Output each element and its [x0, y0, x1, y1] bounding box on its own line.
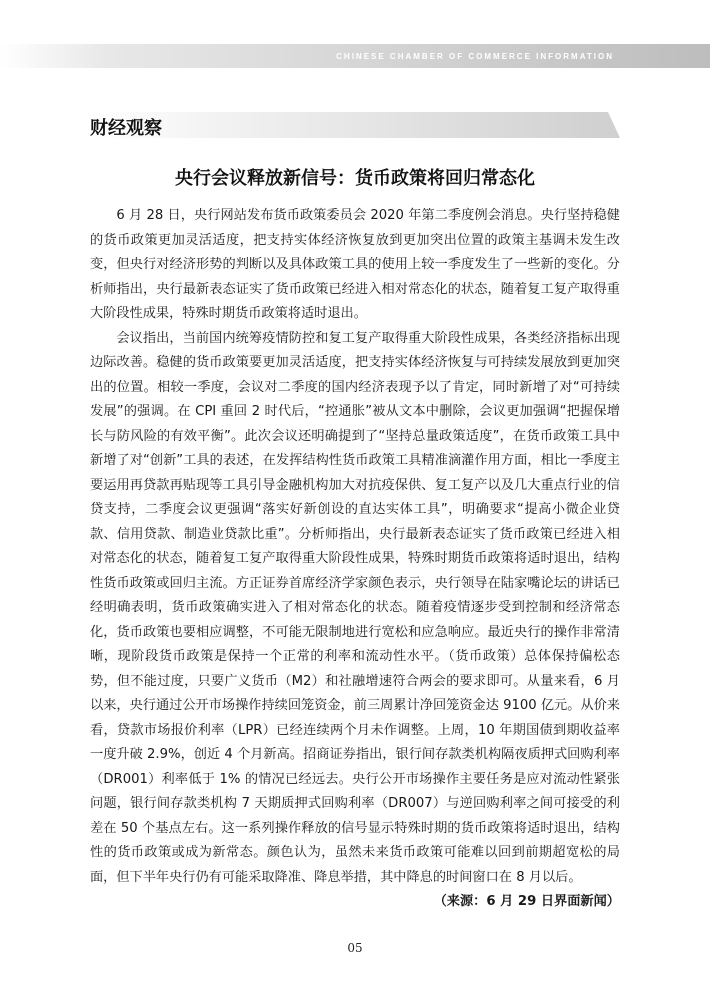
article-source: （来源：6 月 29 日界面新闻）: [433, 894, 620, 909]
section-title: 财经观察: [90, 118, 162, 139]
article-body: [90, 204, 620, 915]
section-bar: [90, 112, 620, 138]
header-tagline: CHINESE CHAMBER OF COMMERCE INFORMATION: [336, 52, 614, 61]
article-paragraph: [90, 327, 620, 909]
article-title: 央行会议释放新信号：货币政策将回归常态化: [175, 168, 535, 189]
page-number: 05: [347, 941, 363, 955]
section-bar-notch: [608, 112, 620, 138]
article-paragraph-text: 会议指出，当前国内统筹疫情防控和复工复产取得重大阶段性成果，各类经济指标出现边际改善。稳健的货币政策要更加灵活适度，把支持实体经济恢复与可持续发展放到更加突出的位置。相较一季度，会议对二季度的国内经济表现予以了肯定，同时新增了对“可持续发展”的强调。在 CPI 重回 2 时代后，“控通胀”被从文本中删除，会议更加强调“把握保增长与防风险的有效平衡”。此次会议还明确提到了“坚持总量政策适度”，在货币政策工具中新增了对“创新”工具的表述，在发挥结构性货币政策工具精准滴灌作用方面，相比一季度主要运用再贷款再贴现等工具引导金融机构加大对抗疫保供、复工复产以及几大重点行业的信贷支持，二季度会议更强调“落实好新创设的直达实体工具”，明确要求“提高小微企业贷款、信用贷款、制造业贷款比重”。分析师指出，央行最新表态证实了货币政策已经进入相对常态化的状态，随着复工复产取得重大阶段性成果，特殊时期货币政策将适时退出，结构性货币政策或回归主流。方正证券首席经济学家颜色表示，央行领导在陆家嘴论坛的讲话已经明确表明，货币政策确实进入了相对常态化的状态。随着疫情逐步受到控制和经济常态化，货币政策也要相应调整，不可能无限制地进行宽松和应急响应。最近央行的操作非常清晰，现阶段货币政策是保持一个正常的利率和流动性水平。（货币政策）总体保持偏松态势，但不能过度，只要广义货币（M2）和社融增速符合两会的要求即可。从量来看，6 月以来，央行通过公开市场操作持续回笼资金，前三周累计净回笼资金达 9100 亿元。从价来看，贷款市场报价利率（LPR）已经连续两个月未作调整。上周，10 年期国债到期收益率一度升破 2.9%，创近 4 个月新高。招商证券指出，银行间存款类机构隔夜质押式回购利率（DR001）利率低于 1% 的情况已经远去。央行公开市场操作主要任务是应对流动性紧张问题，银行间存款类机构 7 天期质押式回购利率（DR007）与逆回购利率之间可接受的利差在 50 个基点左右。这一系列操作释放的信号显示特殊时期的货币政策将适时退出，结构性的货币政策或成为新常态。颜色认为，虽然未来货币政策可能难以回到前期超宽松的局面，但下半年央行仍有可能采取降准、降息举措，其中降息的时间窗口在 8 月以后。: [90, 330, 620, 885]
article-paragraph: 6 月 28 日，央行网站发布货币政策委员会 2020 年第二季度例会消息。央行坚持稳健的货币政策更加灵活适度，把支持实体经济恢复放到更加突出位置的政策主基调未发生改变，但央行对经济形势的判断以及具体政策工具的使用上较一季度发生了一些新的变化。分析师指出，央行最新表态证实了货币政策已经进入相对常态化的状态，随着复工复产取得重大阶段性成果，特殊时期货币政策将适时退出。: [90, 208, 620, 321]
